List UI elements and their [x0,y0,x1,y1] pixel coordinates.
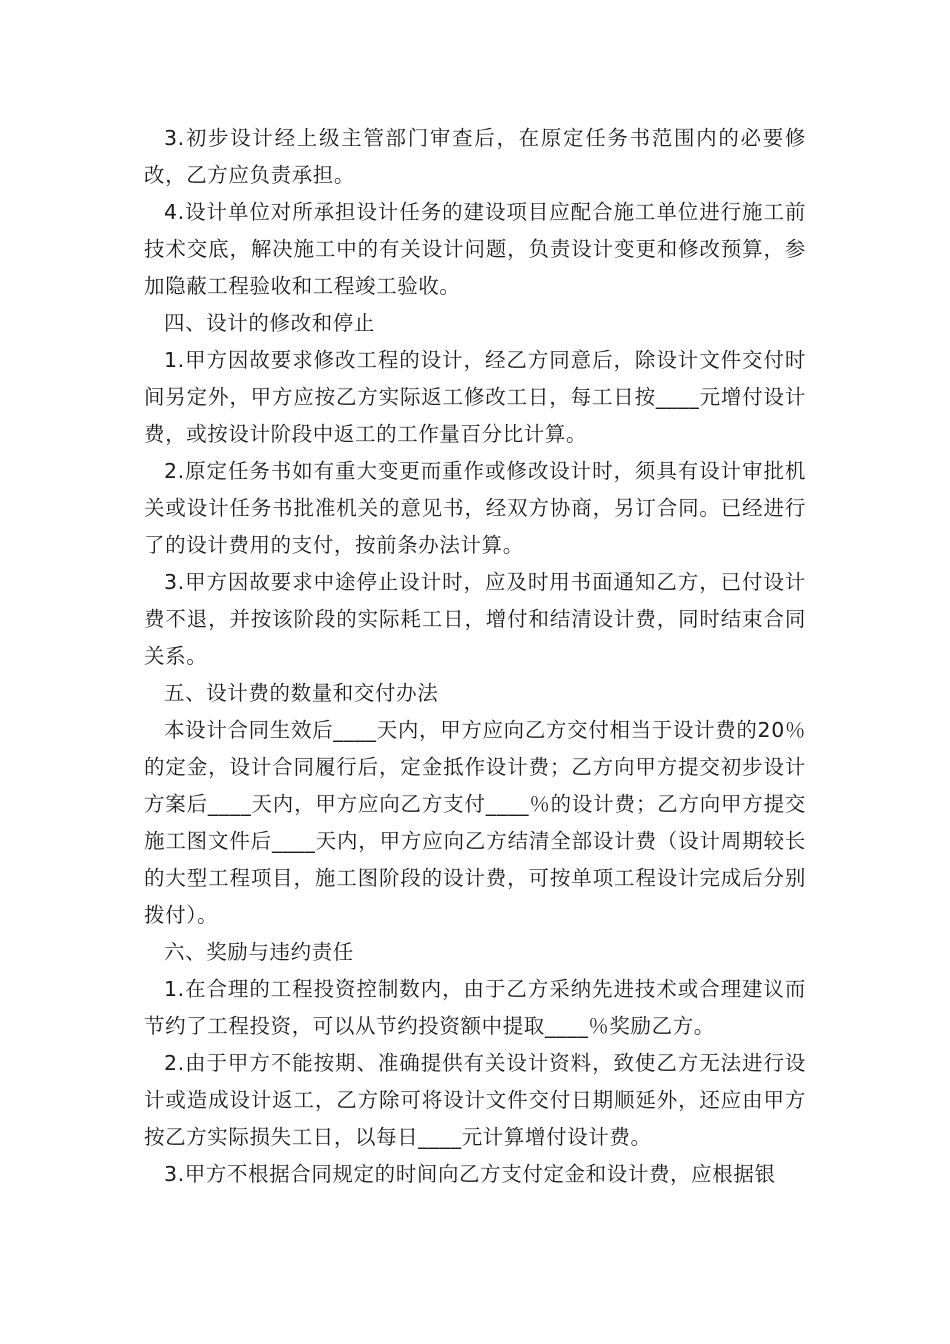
clause-3-stop-design: 3.甲方因故要求中途停止设计时，应及时用书面通知乙方，已付设计费不退，并按该阶段的实际耗工日，增付和结清设计费，同时结束合同关系。 [144,570,806,668]
clause-3-late-payment: 3.甲方不根据合同规定的时间向乙方支付定金和设计费，应根据银 [164,1162,776,1186]
clause-2-client-delay: 2.由于甲方不能按期、准确提供有关设计资料，致使乙方无法进行设计或造成设计返工，乙方除可将设计文件交付日期顺延外，还应由甲方按乙方实际损失工日，以每日____元计算增付设计费。 [144,1051,806,1149]
clause-4-technical-briefing: 4.设计单位对所承担设计任务的建设项目应配合施工单位进行施工前技术交底，解决施工中的有关设计问题，负责设计变更和修改预算，参加隐蔽工程验收和工程竣工验收。 [144,200,806,298]
section-heading-rewards-liability: 六、奖励与违约责任 [164,940,354,964]
clause-2-major-change: 2.原定任务书如有重大变更而重作或修改设计时，须具有设计审批机关或设计任务书批准机关的意见书，经双方协商，另订合同。已经进行了的设计费用的支付，按前条办法计算。 [144,459,806,557]
clause-fee-payment-terms: 本设计合同生效后____天内，甲方应向乙方交付相当于设计费的20％的定金，设计合同履行后，定金抵作设计费；乙方向甲方提交初步设计方案后____天内，甲方应向乙方支付____％的设计费；乙方向甲方提交施工图文件后____天内，甲方应向乙方结清全部设计费（设计周期较长的大型工程项目，施工图阶段的设计费，可按单项工程设计完成后分别拨付）。 [144,718,806,927]
clause-1-reward: 1.在合理的工程投资控制数内，由于乙方采纳先进技术或合理建议而节约了工程投资，可以从节约投资额中提取____％奖励乙方。 [144,977,806,1038]
section-heading-fee-payment: 五、设计费的数量和交付办法 [164,681,439,705]
document-body [144,120,806,1193]
clause-1-modification-fee: 1.甲方因故要求修改工程的设计，经乙方同意后，除设计文件交付时间另定外，甲方应按乙方实际返工修改工日，每工日按____元增付设计费，或按设计阶段中返工的工作量百分比计算。 [144,348,806,446]
section-heading-modification: 四、设计的修改和停止 [164,311,375,335]
clause-3-preliminary-design-review: 3.初步设计经上级主管部门审查后，在原定任务书范围内的必要修改，乙方应负责承担。 [144,126,806,187]
